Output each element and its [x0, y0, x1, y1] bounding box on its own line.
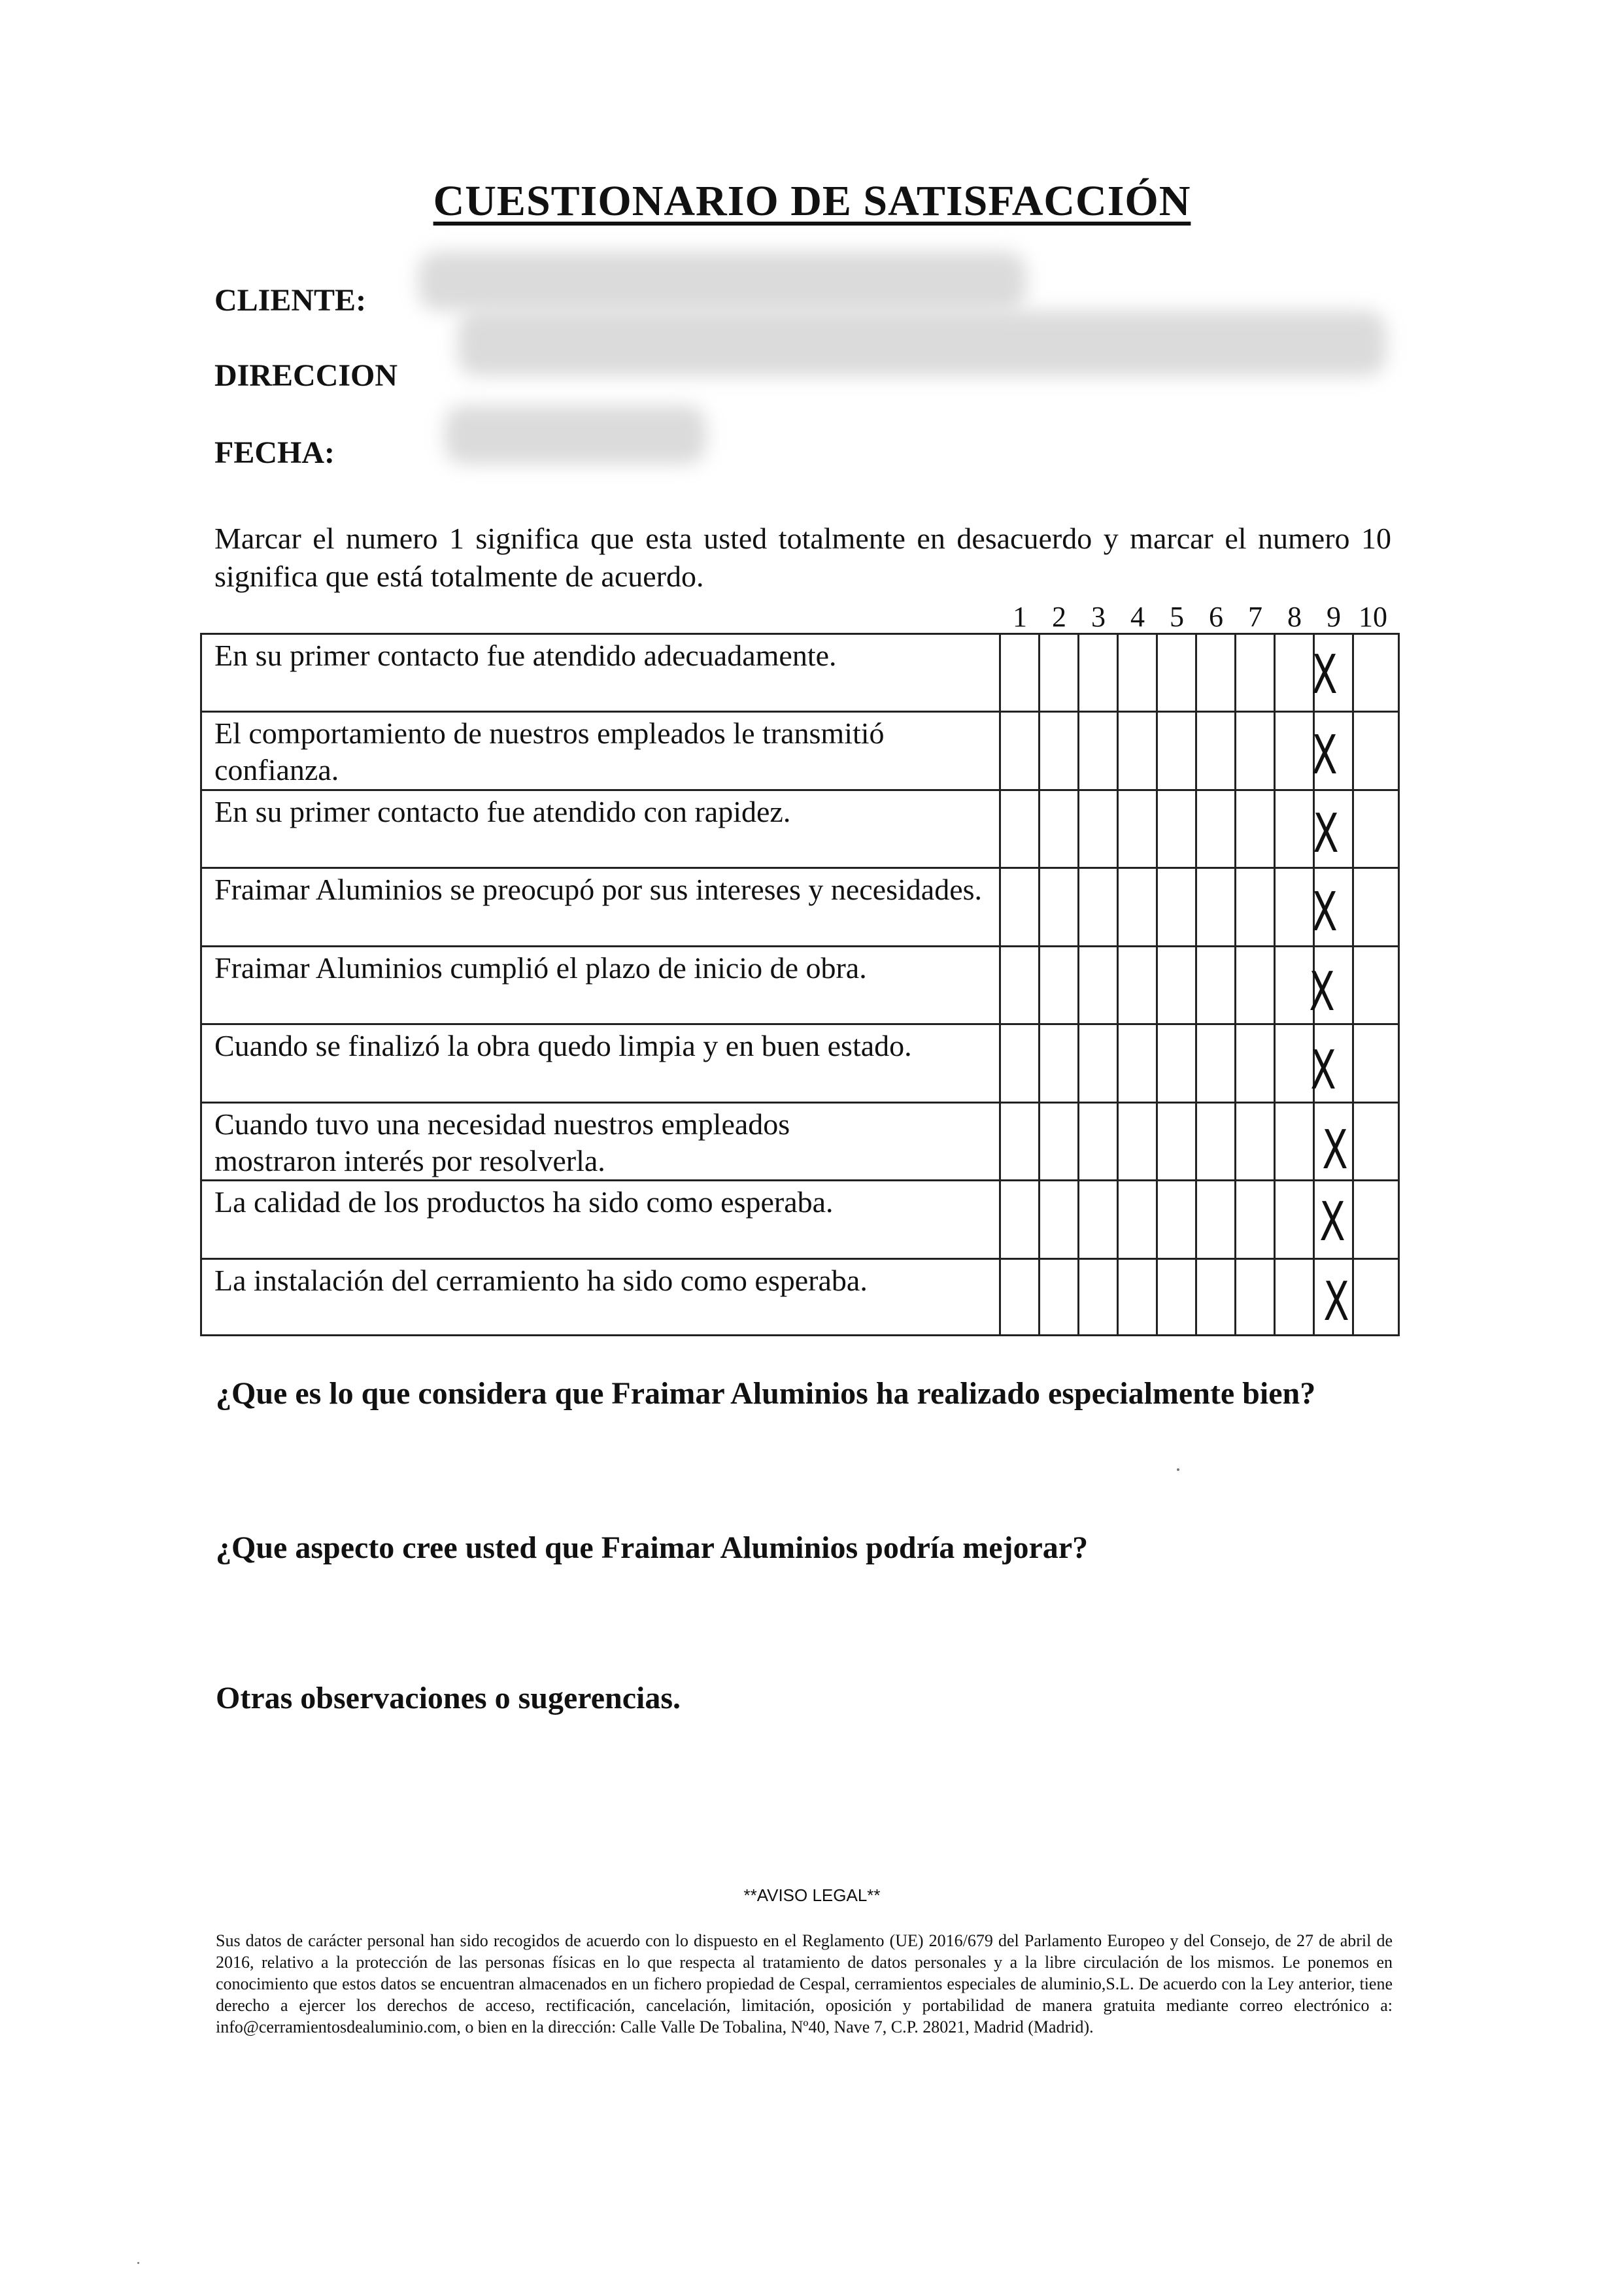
scan-speck [1177, 1468, 1179, 1471]
rating-mark: X [1322, 1119, 1348, 1181]
grid-row-line [200, 1179, 1400, 1181]
question-8: La calidad de los productos ha sido como esperaba. [214, 1185, 834, 1219]
grid-col-line [1352, 633, 1354, 1336]
document-title: CUESTIONARIO DE SATISFACCIÓN [433, 177, 1191, 225]
fecha-label: FECHA: [214, 435, 335, 470]
question-1: En su primer contacto fue atendido adecuadamente. [214, 639, 837, 672]
grid-row-line [200, 1334, 1400, 1336]
cliente-label: CLIENTE: [214, 283, 367, 318]
open-question-observations: Otras observaciones o sugerencias. [216, 1681, 681, 1715]
question-7: Cuando tuvo una necesidad nuestros empleados mostraron interés por resolverla. [214, 1107, 790, 1177]
grid-col-line [1156, 633, 1158, 1336]
rating-mark: X [1311, 881, 1338, 943]
rating-mark: X [1309, 961, 1335, 1023]
scale-number: 3 [1091, 601, 1106, 633]
grid-col-line [999, 633, 1001, 1336]
grid-col-line [200, 633, 202, 1336]
grid-row-line [200, 945, 1400, 947]
scale-number: 8 [1287, 601, 1302, 633]
legal-notice-text: Sus datos de carácter personal han sido recogidos de acuerdo con lo dispuesto en el Reglamento (UE) 2016/679 del Parlamento Europeo y del Consejo, de 27 de abril de 2016, relativo a la protección de las personas físicas en lo que respecta al tratamiento de datos personales y a la libre circulación de los mismos. Le ponemos en conocimiento que estos datos se encuentran almacenados en un fichero propiedad de Cespal, cerramientos especiales de aluminio,S.L. De acuerdo con la Ley anterior, tiene derecho a ejercer los derechos de acceso, rectificación, cancelación, limitación, oposición y portabilidad de manera gratuita mediante correo electrónico a: info@cerramientosdealuminio.com, o bien en la dirección: Calle Valle De Tobalina, Nº40, Nave 7, C.P. 28021, Madrid (Madrid). [216, 1931, 1393, 2036]
grid-row-line [200, 711, 1400, 713]
scale-number: 10 [1359, 601, 1387, 633]
question-3: En su primer contacto fue atendido con rapidez. [214, 795, 791, 828]
grid-row-line [200, 1102, 1400, 1104]
direccion-redacted-value [458, 311, 1386, 376]
cliente-redacted-value [418, 252, 1026, 311]
grid-row-line [200, 1258, 1400, 1260]
open-question-done-well: ¿Que es lo que considera que Fraimar Aluminios ha realizado especialmente bien? [216, 1376, 1316, 1411]
question-4: Fraimar Aluminios se preocupó por sus intereses y necesidades. [214, 873, 983, 906]
grid-col-line [1195, 633, 1197, 1336]
grid-col-line [1117, 633, 1119, 1336]
rating-mark: X [1311, 724, 1338, 786]
grid-col-line [1274, 633, 1276, 1336]
grid-col-line [1234, 633, 1236, 1336]
question-6: Cuando se finalizó la obra quedo limpia y en buen estado. [214, 1029, 912, 1062]
fecha-redacted-value [445, 405, 706, 464]
rating-mark: X [1310, 1039, 1336, 1102]
scan-speck [137, 2262, 139, 2264]
grid-row-line [200, 867, 1400, 869]
grid-row-line [200, 789, 1400, 791]
question-9: La instalación del cerramiento ha sido como esperaba. [214, 1264, 868, 1297]
scale-number: 9 [1327, 601, 1341, 633]
grid-col-line [1038, 633, 1040, 1336]
question-5: Fraimar Aluminios cumplió el plazo de inicio de obra. [214, 951, 867, 985]
open-question-improve: ¿Que aspecto cree usted que Fraimar Aluminios podría mejorar? [216, 1530, 1089, 1565]
grid-col-line [1077, 633, 1079, 1336]
grid-row-line [200, 633, 1400, 635]
scale-number: 2 [1052, 601, 1066, 633]
rating-mark: X [1319, 1191, 1345, 1253]
scale-number: 4 [1130, 601, 1145, 633]
grid-col-line [1398, 633, 1400, 1336]
legal-notice-heading: **AVISO LEGAL** [743, 1885, 881, 1905]
question-2: El comportamiento de nuestros empleados le transmitió confianza. [214, 717, 885, 786]
scale-number: 1 [1013, 601, 1027, 633]
instructions-text: Marcar el numero 1 significa que esta usted totalmente en desacuerdo y marcar el numero 10 significa que está totalmente de acuerdo. [214, 522, 1391, 593]
direccion-label: DIRECCION [214, 358, 398, 393]
rating-mark: X [1323, 1271, 1349, 1333]
rating-mark: X [1313, 803, 1339, 865]
scale-header [1000, 600, 1398, 636]
grid-row-line [200, 1023, 1400, 1025]
rating-mark: X [1311, 644, 1338, 706]
scale-number: 6 [1209, 601, 1223, 633]
scale-number: 5 [1170, 601, 1184, 633]
scale-number: 7 [1248, 601, 1262, 633]
